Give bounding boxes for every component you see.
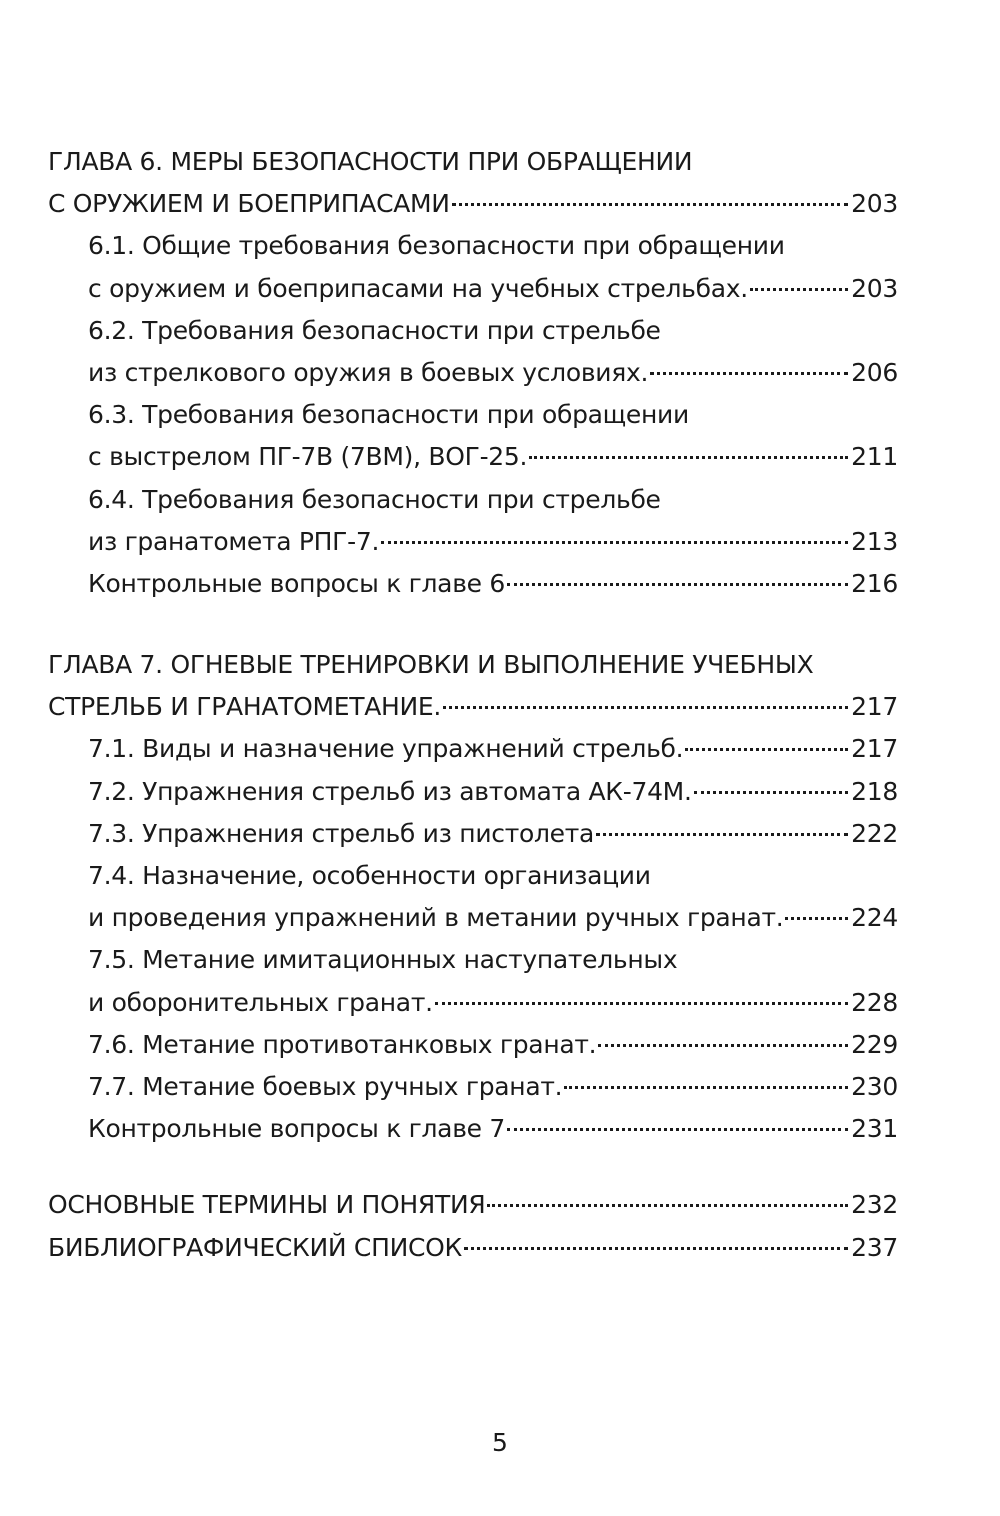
entry-label: 7.2. Упражнения стрельб из автомата АК-74М. bbox=[88, 776, 692, 806]
entry-page: 218 bbox=[851, 776, 898, 806]
entry-label: 7.1. Виды и назначение упражнений стрельб. bbox=[88, 734, 684, 764]
glossary-entry[interactable] bbox=[48, 1184, 898, 1226]
entry-page: 224 bbox=[851, 903, 898, 933]
chapter-6-questions[interactable] bbox=[48, 563, 898, 605]
chapter-7-questions[interactable] bbox=[48, 1108, 898, 1150]
dot-leader bbox=[381, 541, 848, 544]
chapter-7-title-line1: ГЛАВА 7. ОГНЕВЫЕ ТРЕНИРОВКИ И ВЫПОЛНЕНИЕ УЧЕБНЫХ bbox=[48, 650, 814, 680]
dot-leader bbox=[564, 1086, 848, 1089]
entry-page: 217 bbox=[851, 734, 898, 764]
section-6-3-line1: 6.3. Требования безопасности при обращении bbox=[88, 400, 689, 430]
chapter-7-sections bbox=[48, 728, 898, 1150]
section-6-3-line2[interactable] bbox=[48, 436, 898, 478]
entry-page: 211 bbox=[851, 442, 898, 472]
entry-label: Контрольные вопросы к главе 6 bbox=[88, 568, 505, 598]
section-7-6[interactable] bbox=[48, 1024, 898, 1066]
section-7-2[interactable] bbox=[48, 771, 898, 813]
dot-leader bbox=[452, 203, 848, 206]
entry-page: 217 bbox=[851, 692, 898, 722]
entry-label: и проведения упражнений в метании ручных гранат. bbox=[88, 903, 784, 933]
entry-page: 228 bbox=[851, 987, 898, 1017]
section-7-5-line2[interactable] bbox=[48, 982, 898, 1024]
entry-label: 7.6. Метание противотанковых гранат. bbox=[88, 1029, 597, 1059]
dot-leader bbox=[694, 791, 849, 794]
dot-leader bbox=[464, 1247, 848, 1250]
entry-label: Контрольные вопросы к главе 7 bbox=[88, 1114, 505, 1144]
entry-page: 229 bbox=[851, 1029, 898, 1059]
entry-page: 203 bbox=[851, 189, 898, 219]
section-6-1-line2[interactable] bbox=[48, 268, 898, 310]
entry-page: 230 bbox=[851, 1071, 898, 1101]
entry-label: С ОРУЖИЕМ И БОЕПРИПАСАМИ bbox=[48, 189, 450, 219]
entry-page: 237 bbox=[851, 1232, 898, 1262]
dot-leader bbox=[750, 288, 848, 291]
spacer bbox=[48, 605, 898, 644]
section-7-4-line1: 7.4. Назначение, особенности организации bbox=[88, 861, 651, 890]
section-7-3[interactable] bbox=[48, 813, 898, 855]
chapter-6-title-line2[interactable] bbox=[48, 183, 898, 225]
section-6-1-line1: 6.1. Общие требования безопасности при обращении bbox=[88, 231, 785, 261]
entry-label: и оборонительных гранат. bbox=[88, 987, 433, 1017]
entry-label: 7.3. Упражнения стрельб из пистолета bbox=[88, 818, 595, 848]
section-7-7[interactable] bbox=[48, 1066, 898, 1108]
bibliography-entry[interactable] bbox=[48, 1227, 898, 1269]
chapter-7-title-line2[interactable] bbox=[48, 686, 898, 728]
chapter-6-title-line1: ГЛАВА 6. МЕРЫ БЕЗОПАСНОСТИ ПРИ ОБРАЩЕНИИ bbox=[48, 147, 693, 176]
dot-leader bbox=[487, 1204, 848, 1207]
entry-page: 216 bbox=[851, 568, 898, 598]
section-7-4-line2[interactable] bbox=[48, 897, 898, 939]
entry-label: из гранатомета РПГ-7. bbox=[88, 526, 380, 556]
dot-leader bbox=[596, 833, 848, 836]
page-number: 5 bbox=[492, 1428, 508, 1457]
dot-leader bbox=[685, 748, 848, 751]
entry-label: из стрелкового оружия в боевых условиях. bbox=[88, 357, 649, 387]
section-6-2-line2[interactable] bbox=[48, 352, 898, 394]
entry-label: с оружием и боеприпасами на учебных стрельбах. bbox=[88, 273, 748, 303]
section-6-4-line2[interactable] bbox=[48, 521, 898, 563]
dot-leader bbox=[507, 1128, 848, 1131]
spacer bbox=[48, 1150, 898, 1184]
entry-page: 203 bbox=[851, 273, 898, 303]
dot-leader bbox=[650, 372, 848, 375]
entry-label: БИБЛИОГРАФИЧЕСКИЙ СПИСОК bbox=[48, 1232, 462, 1262]
dot-leader bbox=[443, 706, 848, 709]
section-7-1[interactable] bbox=[48, 728, 898, 770]
entry-page: 232 bbox=[851, 1190, 898, 1220]
dot-leader bbox=[598, 1044, 848, 1047]
entry-label: СТРЕЛЬБ И ГРАНАТОМЕТАНИЕ. bbox=[48, 692, 442, 722]
chapter-6-sections bbox=[48, 225, 898, 605]
section-7-5-line1: 7.5. Метание имитационных наступательных bbox=[88, 945, 678, 975]
dot-leader bbox=[785, 917, 848, 920]
entry-label: ОСНОВНЫЕ ТЕРМИНЫ И ПОНЯТИЯ bbox=[48, 1190, 486, 1220]
entry-page: 231 bbox=[851, 1114, 898, 1144]
entry-page: 206 bbox=[851, 357, 898, 387]
entry-label: 7.7. Метание боевых ручных гранат. bbox=[88, 1071, 563, 1101]
dot-leader bbox=[529, 456, 848, 459]
table-of-contents bbox=[48, 141, 898, 1269]
entry-page: 222 bbox=[851, 818, 898, 848]
entry-label: с выстрелом ПГ-7В (7ВМ), ВОГ-25. bbox=[88, 442, 528, 472]
section-6-4-line1: 6.4. Требования безопасности при стрельбе bbox=[88, 484, 661, 514]
entry-page: 213 bbox=[851, 526, 898, 556]
dot-leader bbox=[507, 583, 848, 586]
section-6-2-line1: 6.2. Требования безопасности при стрельбе bbox=[88, 315, 661, 345]
dot-leader bbox=[435, 1002, 848, 1005]
